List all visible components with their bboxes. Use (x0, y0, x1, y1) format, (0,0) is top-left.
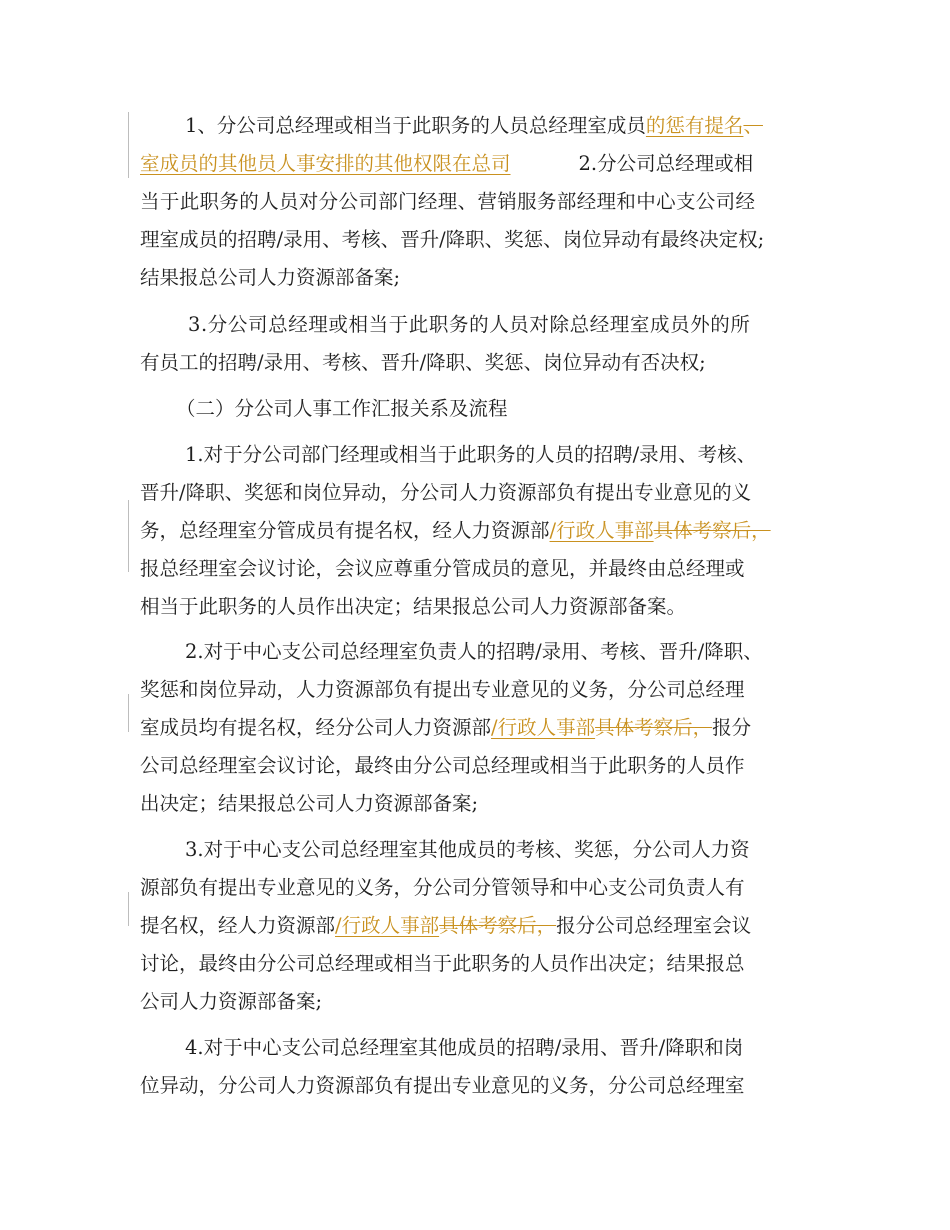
deleted-text: 具体考察后， (595, 716, 713, 739)
paragraph-line (140, 714, 820, 742)
paragraph-line: 相当于此职务的人员作出决定；结果报总公司人力资源部备案。 (140, 595, 687, 618)
deleted-text: 、 (743, 114, 763, 137)
paragraph-line: 结果报总公司人力资源部备案; (140, 266, 401, 289)
paragraph-line: 报总经理室会议讨论，会议应尊重分管成员的意见，并最终由总经理或 (140, 557, 745, 580)
paragraph-line: 3.对于中心支公司总经理室其他成员的考核、奖惩，分公司人力资 (185, 838, 750, 861)
change-bar (128, 892, 129, 926)
paragraph-line: 4.对于中心支公司总经理室其他成员的招聘/录用、晋升/降职和岗 (185, 1036, 744, 1059)
paragraph-line: 源部负有提出专业意见的义务，分公司分管领导和中心支公司负责人有 (140, 876, 745, 899)
inserted-text: 室成员的其他员人事安排的其他权限在总司 (140, 152, 511, 175)
text-run: 室成员均有提名权，经分公司人力资源部 (140, 716, 492, 739)
section-heading: （二）分公司人事工作汇报关系及流程 (176, 397, 508, 420)
inserted-text: 的惩有提名 (645, 114, 744, 137)
inserted-text: /行政人事部 (491, 716, 596, 739)
deleted-text: 具体考察后， (653, 519, 771, 542)
paragraph-line: 当于此职务的人员对分公司部门经理、营销服务部经理和中心支公司经 (140, 190, 756, 213)
paragraph-line: 位异动，分公司人力资源部负有提出专业意见的义务，分公司总经理室 (140, 1074, 745, 1097)
paragraph-line: 1.对于分公司部门经理或相当于此职务的人员的招聘/录用、考核、 (185, 443, 757, 466)
paragraph-line: 公司总经理室会议讨论，最终由分公司总经理或相当于此职务的人员作 (140, 754, 745, 777)
deleted-text: 具体考察后， (439, 914, 557, 937)
change-bar (128, 500, 129, 572)
text-run: 2.分公司总经理或相 (578, 152, 754, 175)
paragraph-line (140, 112, 865, 140)
paragraph-line: 2.对于中心支公司总经理室负责人的招聘/录用、考核、晋升/降职、 (185, 640, 763, 663)
text-run: 报分 (712, 716, 752, 739)
change-bar (128, 694, 129, 732)
paragraph-line: 讨论，最终由分公司总经理或相当于此职务的人员作出决定；结果报总 (140, 952, 745, 975)
change-bar (128, 112, 129, 178)
paragraph-line (140, 912, 820, 940)
inserted-text: /行政人事部 (335, 914, 440, 937)
text-run: 务，总经理室分管成员有提名权，经人力资源部 (140, 519, 550, 542)
paragraph-line: 有员工的招聘/录用、考核、晋升/降职、奖惩、岗位异动有否决权; (140, 351, 706, 374)
text-run: 报分公司总经理室会议 (556, 914, 752, 937)
paragraph-line: 出决定；结果报总公司人力资源部备案; (140, 792, 479, 815)
inserted-text: /行政人事部 (549, 519, 654, 542)
paragraph-line: 奖惩和岗位异动，人力资源部负有提出专业意见的义务，分公司总经理 (140, 678, 745, 701)
text-run: 提名权，经人力资源部 (140, 914, 336, 937)
paragraph-line (140, 517, 820, 545)
paragraph-line: 理室成员的招聘/录用、考核、晋升/降职、奖惩、岗位异动有最终决定权; (140, 228, 765, 251)
paragraph-line (140, 150, 820, 178)
text-run: 1、分公司总经理或相当于此职务的人员总经理室成员 (185, 114, 646, 137)
paragraph-line: 公司人力资源部备案; (140, 990, 323, 1013)
paragraph-line: 晋升/降职、奖惩和岗位异动，分公司人力资源部负有提出专业意见的义 (140, 481, 752, 504)
paragraph-line: 3.分公司总经理或相当于此职务的人员对除总经理室成员外的所 (188, 313, 751, 336)
